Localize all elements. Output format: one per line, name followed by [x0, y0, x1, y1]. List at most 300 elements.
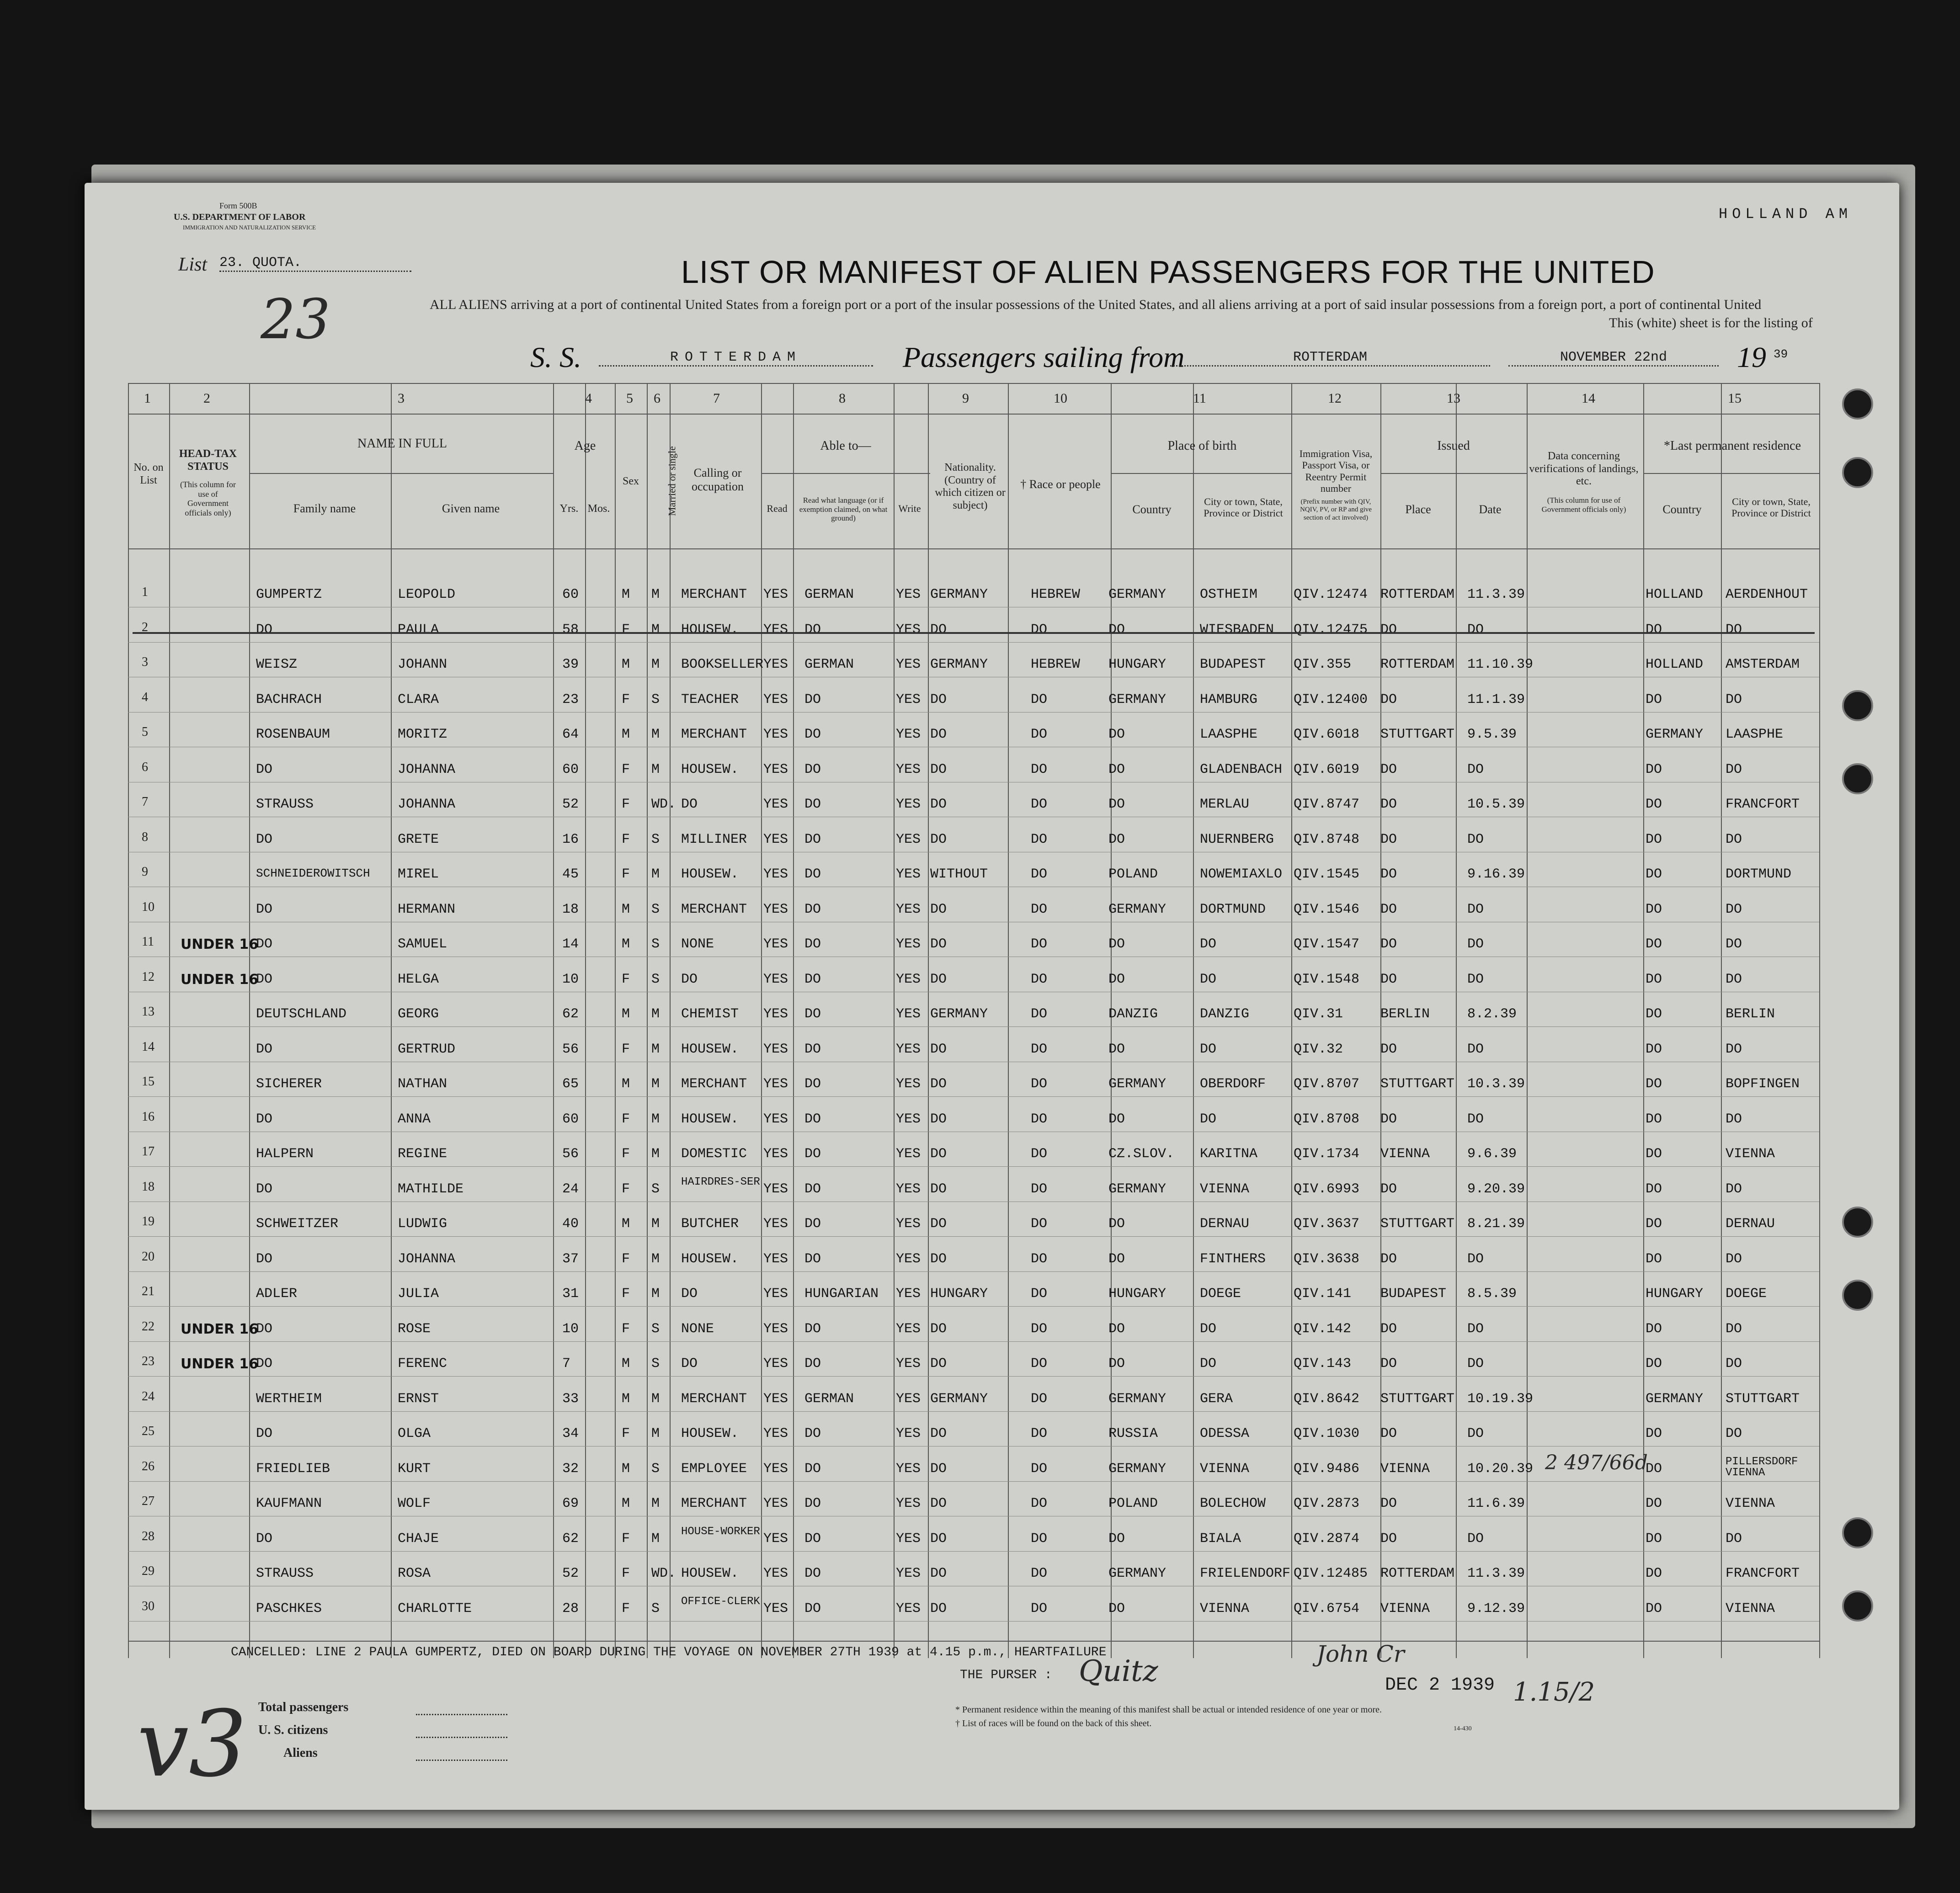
marital-status: M [651, 1531, 660, 1547]
can-read: YES [763, 972, 788, 987]
can-write: YES [896, 622, 921, 638]
sex: F [622, 1601, 630, 1616]
issued-date: 9.20.39 [1467, 1181, 1525, 1197]
ship-name: ROTTERDAM [599, 350, 873, 367]
residence-country: DO [1646, 1076, 1662, 1092]
age-years: 40 [562, 1216, 579, 1232]
family-name: DO [256, 622, 273, 638]
issued-place: VIENNA [1380, 1146, 1430, 1162]
issued-place: BUDAPEST [1380, 1286, 1447, 1302]
residence-country: DO [1646, 1496, 1662, 1511]
nationality: DO [930, 1111, 947, 1127]
age-years: 65 [562, 1076, 579, 1092]
residence-city: DO [1726, 1531, 1742, 1547]
grid-column-line [793, 383, 794, 1658]
row-rule [128, 1026, 1819, 1027]
visa-number: QIV.31 [1294, 1006, 1343, 1022]
birth-country: GERMANY [1108, 1076, 1166, 1092]
can-write: YES [896, 797, 921, 812]
birth-country: DO [1108, 1601, 1125, 1616]
can-read: YES [763, 1076, 788, 1092]
nationality: GERMANY [930, 1391, 988, 1407]
column-number: 3 [398, 391, 405, 406]
issued-date: 9.6.39 [1467, 1146, 1517, 1162]
family-name: DO [256, 1356, 273, 1372]
birth-city: MERLAU [1200, 797, 1250, 812]
race: DO [1031, 1286, 1048, 1302]
birth-country: POLAND [1108, 867, 1158, 882]
occupation: DO [681, 797, 698, 812]
row-number: 13 [142, 1005, 154, 1019]
age-years: 52 [562, 797, 579, 812]
age-years: 56 [562, 1146, 579, 1162]
birth-country: DO [1108, 762, 1125, 777]
residence-city: FRANCFORT [1726, 1566, 1800, 1581]
occupation: HOUSE-WORKER [681, 1526, 760, 1538]
header-given-name: Given name [442, 502, 500, 515]
nationality: DO [930, 972, 947, 987]
manifest-sheet [85, 183, 1899, 1810]
header-head-tax: HEAD-TAX STATUS [179, 448, 237, 473]
family-name: ROSENBAUM [256, 727, 330, 742]
binder-hole [1842, 690, 1873, 721]
issued-date: 9.12.39 [1467, 1601, 1525, 1616]
column-number: 6 [654, 391, 660, 406]
sex: F [622, 1181, 630, 1197]
can-write: YES [896, 657, 921, 672]
issued-date: DO [1467, 1321, 1484, 1337]
can-read: YES [763, 1321, 788, 1337]
family-name: DO [256, 936, 273, 952]
marital-status: M [651, 1006, 660, 1022]
row-number: 23 [142, 1354, 154, 1368]
nationality: GERMANY [930, 1006, 988, 1022]
residence-country: DO [1646, 797, 1662, 812]
can-read: YES [763, 762, 788, 777]
residence-city: DO [1726, 1042, 1742, 1057]
sex: F [622, 1531, 630, 1547]
residence-country: HOLLAND [1646, 657, 1704, 672]
birth-city: GERA [1200, 1391, 1233, 1407]
can-write: YES [896, 1391, 921, 1407]
issued-date: DO [1467, 622, 1484, 638]
race: DO [1031, 972, 1048, 987]
birth-city: DO [1200, 1042, 1217, 1057]
grid-row-line [128, 414, 1819, 415]
given-name: OLGA [398, 1426, 431, 1441]
sex: F [622, 832, 630, 847]
sex: F [622, 1321, 630, 1337]
family-name: DO [256, 1426, 273, 1441]
family-name: DO [256, 1042, 273, 1057]
marital-status: M [651, 867, 660, 882]
header-birth-country: Country [1132, 503, 1172, 516]
marital-status: M [651, 1216, 660, 1232]
read-language: DO [804, 1496, 821, 1511]
marital-status: M [651, 1286, 660, 1302]
grid-column-line [391, 383, 392, 1658]
residence-city: DO [1726, 832, 1742, 847]
issued-date: DO [1467, 972, 1484, 987]
read-language: DO [804, 1321, 821, 1337]
can-write: YES [896, 832, 921, 847]
can-write: YES [896, 727, 921, 742]
nationality: GERMANY [930, 587, 988, 602]
birth-country: DO [1108, 972, 1125, 987]
us-citizens-line [416, 1737, 507, 1738]
residence-city: DO [1726, 1356, 1742, 1372]
can-read: YES [763, 657, 788, 672]
issued-place: STUTTGART [1380, 1216, 1455, 1232]
row-rule [128, 1551, 1819, 1552]
age-years: 58 [562, 622, 579, 638]
residence-city: BOPFINGEN [1726, 1076, 1800, 1092]
family-name: HALPERN [256, 1146, 314, 1162]
visa-number: QIV.1734 [1294, 1146, 1360, 1162]
marital-status: M [651, 762, 660, 777]
can-write: YES [896, 1111, 921, 1127]
residence-city: DO [1726, 1321, 1742, 1337]
residence-country: GERMANY [1646, 1391, 1704, 1407]
can-read: YES [763, 1496, 788, 1511]
row-rule [128, 1236, 1819, 1237]
grid-column-line [647, 383, 648, 1658]
residence-country: DO [1646, 936, 1662, 952]
nationality: DO [930, 1566, 947, 1581]
can-read: YES [763, 1216, 788, 1232]
age-years: 45 [562, 867, 579, 882]
race: DO [1031, 832, 1048, 847]
header-language: Read what language (or if exemption claimed, on what ground) [799, 496, 888, 523]
can-read: YES [763, 1461, 788, 1477]
row-number: 28 [142, 1529, 154, 1543]
row-number: 24 [142, 1389, 154, 1404]
birth-city: DO [1200, 1356, 1217, 1372]
age-years: 62 [562, 1531, 579, 1547]
can-write: YES [896, 1461, 921, 1477]
us-citizens-label: U. S. citizens [258, 1723, 328, 1737]
header-family-name: Family name [293, 502, 356, 515]
row-number: 14 [142, 1040, 154, 1054]
issued-date: DO [1467, 762, 1484, 777]
visa-number: QIV.1546 [1294, 902, 1360, 917]
issued-date: DO [1467, 1356, 1484, 1372]
head-tax-status: UNDER 16 [181, 1321, 259, 1337]
read-language: DO [804, 797, 821, 812]
given-name: KURT [398, 1461, 431, 1477]
residence-country: DO [1646, 867, 1662, 882]
read-language: DO [804, 867, 821, 882]
header-res-country: Country [1662, 503, 1702, 516]
age-years: 60 [562, 762, 579, 777]
header-residence: *Last permanent residence [1663, 439, 1801, 453]
race: DO [1031, 762, 1048, 777]
total-passengers-label: Total passengers [258, 1700, 349, 1714]
read-language: DO [804, 727, 821, 742]
hand-fraction: 1.15/2 [1513, 1677, 1595, 1707]
issued-place: DO [1380, 1042, 1397, 1057]
residence-city: DO [1726, 1181, 1742, 1197]
residence-city: DO [1726, 1426, 1742, 1441]
family-name: GUMPERTZ [256, 587, 322, 602]
can-write: YES [896, 867, 921, 882]
issued-place: DO [1380, 1356, 1397, 1372]
row-rule [128, 1411, 1819, 1412]
marital-status: S [651, 1461, 660, 1477]
received-stamp: DEC 2 1939 [1385, 1675, 1495, 1696]
can-write: YES [896, 1042, 921, 1057]
marital-status: S [651, 1321, 660, 1337]
given-name: ANNA [398, 1111, 431, 1127]
race: DO [1031, 622, 1048, 638]
can-read: YES [763, 1181, 788, 1197]
issued-place: DO [1380, 1111, 1397, 1127]
nationality: DO [930, 1496, 947, 1511]
row-number: 19 [142, 1214, 154, 1228]
head-tax-status: UNDER 16 [181, 1356, 259, 1372]
residence-city: DO [1726, 972, 1742, 987]
header-race: † Race or people [1020, 478, 1101, 491]
birth-city: BOLECHOW [1200, 1496, 1266, 1511]
race: DO [1031, 1426, 1048, 1441]
family-name: WEISZ [256, 657, 298, 672]
nationality: DO [930, 1251, 947, 1267]
family-name: STRAUSS [256, 1566, 314, 1581]
visa-number: QIV.6993 [1294, 1181, 1360, 1197]
given-name: JOHANNA [398, 1251, 456, 1267]
residence-country: DO [1646, 1181, 1662, 1197]
issued-date: 11.1.39 [1467, 692, 1525, 707]
row-rule [128, 1621, 1819, 1622]
residence-city: DOEGE [1726, 1286, 1767, 1302]
row-number: 5 [142, 725, 148, 739]
read-language: DO [804, 972, 821, 987]
sex: M [622, 1391, 630, 1407]
issued-date: 8.21.39 [1467, 1216, 1525, 1232]
can-write: YES [896, 1426, 921, 1441]
residence-country: DO [1646, 1356, 1662, 1372]
sex: M [622, 1216, 630, 1232]
birth-country: DO [1108, 1321, 1125, 1337]
read-language: DO [804, 1111, 821, 1127]
marital-status: M [651, 727, 660, 742]
row-number: 29 [142, 1564, 154, 1578]
grid-row-line [761, 473, 930, 474]
occupation: HOUSEW. [681, 867, 739, 882]
binder-hole [1842, 1590, 1873, 1622]
can-write: YES [896, 587, 921, 602]
birth-city: DO [1200, 1321, 1217, 1337]
can-read: YES [763, 1566, 788, 1581]
visa-number: QIV.32 [1294, 1042, 1343, 1057]
sex: F [622, 867, 630, 882]
visa-number: QIV.6019 [1294, 762, 1360, 777]
birth-country: GERMANY [1108, 692, 1166, 707]
issued-date: DO [1467, 902, 1484, 917]
age-years: 62 [562, 1006, 579, 1022]
row-number: 4 [142, 690, 148, 704]
residence-country: DO [1646, 1461, 1662, 1477]
visa-number: QIV.12474 [1294, 587, 1368, 602]
year-prefix: 19 [1737, 341, 1766, 373]
residence-country: DO [1646, 1111, 1662, 1127]
row-number: 1 [142, 585, 148, 599]
birth-country: RUSSIA [1108, 1426, 1158, 1441]
marital-status: WD. [651, 797, 676, 812]
family-name: WERTHEIM [256, 1391, 322, 1407]
visa-number: QIV.1030 [1294, 1426, 1360, 1441]
row-number: 6 [142, 760, 148, 774]
header-issued-date: Date [1479, 503, 1502, 516]
given-name: GERTRUD [398, 1042, 456, 1057]
given-name: ROSE [398, 1321, 431, 1337]
birth-city: KARITNA [1200, 1146, 1258, 1162]
grid-row-line [128, 548, 1819, 549]
birth-country: DO [1108, 1251, 1125, 1267]
race: DO [1031, 727, 1048, 742]
age-years: 10 [562, 972, 579, 987]
residence-country: DO [1646, 692, 1662, 707]
residence-city: DO [1726, 622, 1742, 638]
read-language: HUNGARIAN [804, 1286, 879, 1302]
row-number: 10 [142, 900, 154, 914]
occupation: NONE [681, 1321, 714, 1337]
header-read: Read [767, 503, 788, 514]
grid-column-line [585, 383, 586, 1658]
birth-city: DO [1200, 936, 1217, 952]
birth-city: FINTHERS [1200, 1251, 1266, 1267]
sex: F [622, 972, 630, 987]
marital-status: S [651, 936, 660, 952]
column-number: 8 [839, 391, 846, 406]
can-write: YES [896, 1601, 921, 1616]
can-read: YES [763, 727, 788, 742]
row-rule [128, 1341, 1819, 1342]
nationality: DO [930, 1216, 947, 1232]
visa-number: QIV.142 [1294, 1321, 1352, 1337]
can-write: YES [896, 1006, 921, 1022]
issued-place: DO [1380, 867, 1397, 882]
birth-city: WIESBADEN [1200, 622, 1274, 638]
issued-date: 11.10.39 [1467, 657, 1534, 672]
issued-date: 11.3.39 [1467, 587, 1525, 602]
family-name: DO [256, 832, 273, 847]
age-years: 34 [562, 1426, 579, 1441]
issued-date: 10.20.39 [1467, 1461, 1534, 1477]
can-read: YES [763, 936, 788, 952]
issued-date: 8.2.39 [1467, 1006, 1517, 1022]
ss-label: S. S. [530, 341, 581, 373]
sex: M [622, 1076, 630, 1092]
issued-place: DO [1380, 832, 1397, 847]
can-read: YES [763, 622, 788, 638]
marital-status: S [651, 1356, 660, 1372]
race: DO [1031, 692, 1048, 707]
given-name: JULIA [398, 1286, 439, 1302]
race: HEBREW [1031, 587, 1081, 602]
birth-country: GERMANY [1108, 1181, 1166, 1197]
visa-number: QIV.141 [1294, 1286, 1352, 1302]
read-language: DO [804, 1076, 821, 1092]
grid-row-line [128, 1641, 1819, 1642]
column-number: 10 [1054, 391, 1067, 406]
header-write: Write [898, 503, 921, 514]
given-name: PAULA [398, 622, 439, 638]
race: DO [1031, 1042, 1048, 1057]
read-language: DO [804, 692, 821, 707]
row-rule [128, 712, 1819, 713]
birth-country: HUNGARY [1108, 657, 1166, 672]
sex: F [622, 1566, 630, 1581]
column-number: 15 [1728, 391, 1742, 406]
inspector-signature: John Cr [1316, 1641, 1405, 1667]
birth-city: BUDAPEST [1200, 657, 1266, 672]
issued-place: VIENNA [1380, 1601, 1430, 1616]
can-read: YES [763, 587, 788, 602]
row-rule [128, 1271, 1819, 1272]
header-visa-note: (Prefix number with QIV, NQIV, PV, or RP and give section of act involved) [1300, 498, 1372, 521]
nationality: DO [930, 622, 947, 638]
age-years: 33 [562, 1391, 579, 1407]
nationality: DO [930, 936, 947, 952]
column-number: 9 [962, 391, 969, 406]
residence-country: GERMANY [1646, 727, 1704, 742]
nationality: DO [930, 1042, 947, 1057]
read-language: DO [804, 1006, 821, 1022]
birth-country: CZ.SLOV. [1108, 1146, 1175, 1162]
residence-country: HUNGARY [1646, 1286, 1704, 1302]
residence-city: LAASPHE [1726, 727, 1784, 742]
race: DO [1031, 1216, 1048, 1232]
sex: M [622, 727, 630, 742]
read-language: DO [804, 762, 821, 777]
header-landing: Data concerning verifications of landings, etc. [1529, 450, 1639, 488]
race: DO [1031, 1566, 1048, 1581]
row-rule [128, 1481, 1819, 1482]
row-number: 17 [142, 1144, 154, 1159]
given-name: GRETE [398, 832, 439, 847]
issued-place: DO [1380, 972, 1397, 987]
family-name: DEUTSCHLAND [256, 1006, 347, 1022]
given-name: FERENC [398, 1356, 447, 1372]
header-place-of-birth: Place of birth [1167, 439, 1237, 453]
nationality: DO [930, 692, 947, 707]
nationality: DO [930, 1531, 947, 1547]
issued-place: DO [1380, 1321, 1397, 1337]
given-name: JOHANNA [398, 762, 456, 777]
can-read: YES [763, 1531, 788, 1547]
grid-column-line [615, 383, 616, 1658]
hand-v3: v3 [137, 1691, 247, 1797]
birth-country: GERMANY [1108, 587, 1166, 602]
read-language: DO [804, 1042, 821, 1057]
grid-column-line [894, 383, 895, 1658]
birth-city: DO [1200, 972, 1217, 987]
sex: F [622, 622, 630, 638]
can-write: YES [896, 762, 921, 777]
occupation: OFFICE-CLERK [681, 1595, 760, 1608]
occupation: HOUSEW. [681, 1251, 739, 1267]
nationality: HUNGARY [930, 1286, 988, 1302]
birth-city: DORTMUND [1200, 902, 1266, 917]
residence-country: DO [1646, 1216, 1662, 1232]
residence-country: DO [1646, 1251, 1662, 1267]
birth-city: DERNAU [1200, 1216, 1250, 1232]
race: DO [1031, 1321, 1048, 1337]
age-years: 28 [562, 1601, 579, 1616]
nationality: DO [930, 832, 947, 847]
list-value: 23. QUOTA. [219, 255, 411, 272]
